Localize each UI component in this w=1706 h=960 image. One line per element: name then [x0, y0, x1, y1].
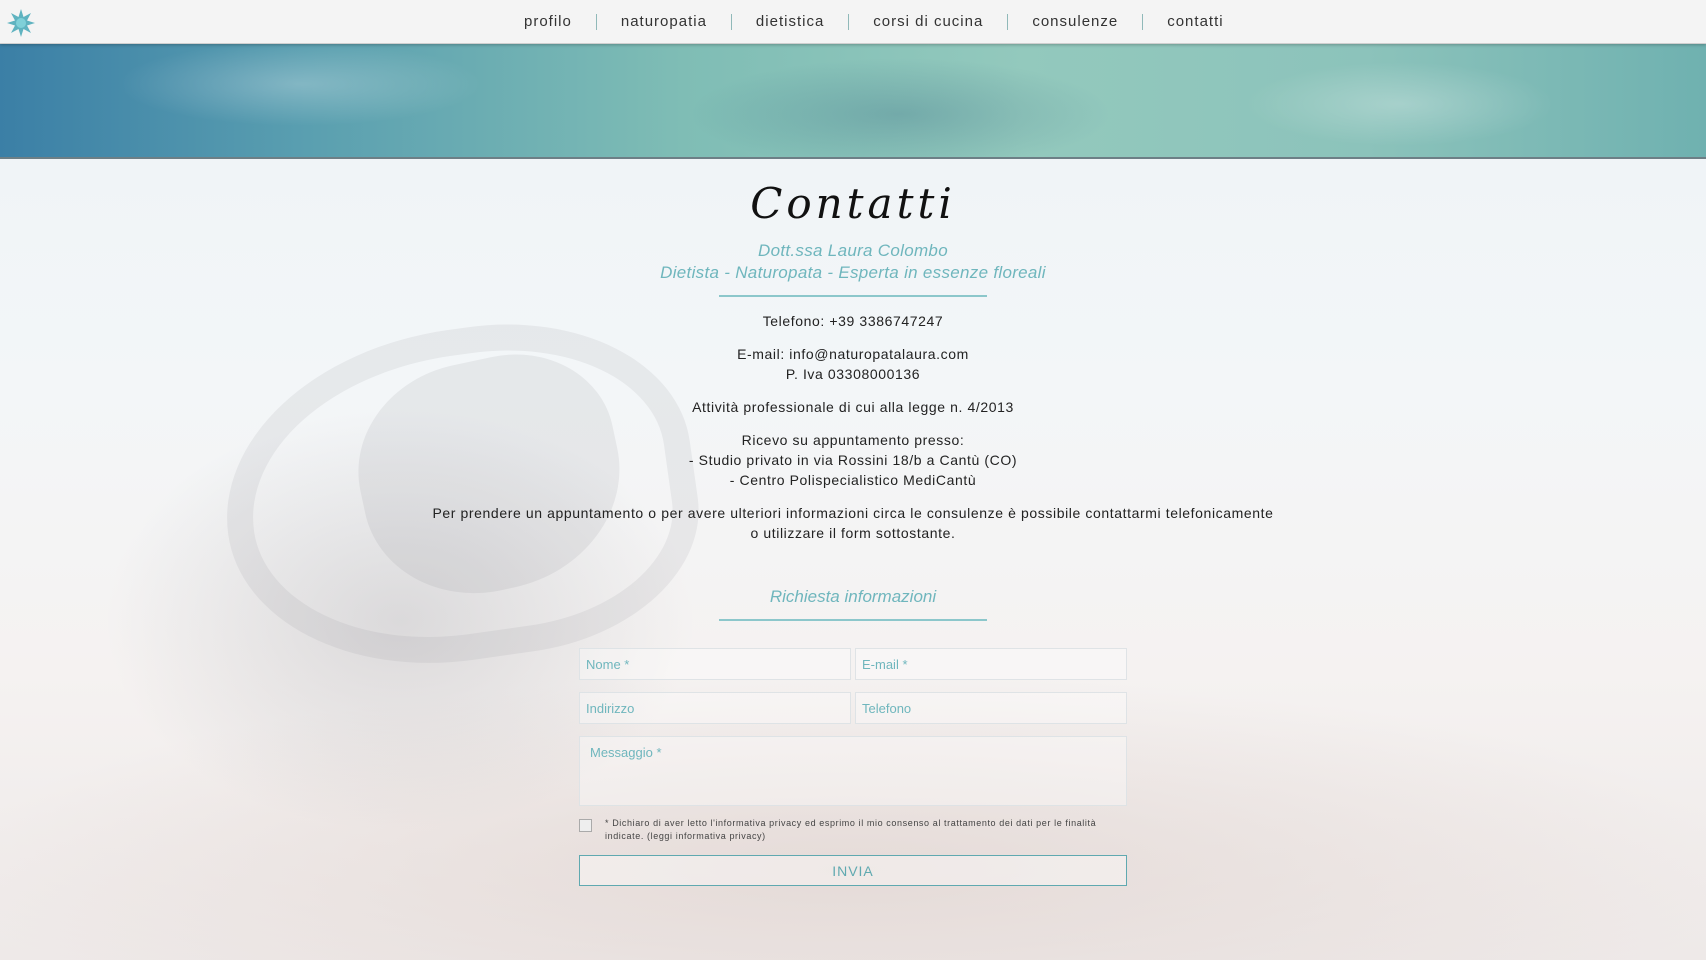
- nav-separator: [848, 14, 849, 30]
- doctor-role: Dietista - Naturopata - Esperta in essenze floreali: [660, 263, 1046, 282]
- nav-separator: [731, 14, 732, 30]
- doctor-name: Dott.ssa Laura Colombo: [758, 241, 948, 260]
- message-field[interactable]: [579, 736, 1127, 806]
- privacy-consent-line-1: * Dichiaro di aver letto l'informativa privacy ed esprimo il mio consenso al trattamento dei dati per le finalità: [605, 818, 1097, 828]
- contact-section: [0, 160, 1706, 621]
- name-field[interactable]: [579, 648, 851, 680]
- nav-item-consulenze[interactable]: consulenze: [1032, 13, 1119, 30]
- privacy-consent-line-2[interactable]: indicate. (leggi informativa privacy): [605, 831, 766, 841]
- nav-item-dietistica[interactable]: dietistica: [755, 13, 825, 30]
- address-field[interactable]: [579, 692, 851, 724]
- email-text: E-mail: info@naturopatalaura.com: [737, 346, 969, 362]
- contact-form: [579, 648, 1127, 886]
- divider: [719, 295, 987, 297]
- vat-text: P. Iva 03308000136: [785, 366, 921, 382]
- submit-button[interactable]: INVIA: [579, 855, 1127, 886]
- privacy-consent: [579, 817, 1127, 843]
- appointments-intro: Ricevo su appuntamento presso:: [741, 432, 965, 448]
- header-banner: [0, 44, 1706, 159]
- location-studio: - Studio privato in via Rossini 18/b a Cantù (CO): [688, 452, 1018, 468]
- logo-icon[interactable]: [6, 8, 36, 38]
- nav-item-contatti[interactable]: contatti: [1167, 13, 1224, 30]
- form-title: Richiesta informazioni: [769, 587, 937, 606]
- privacy-checkbox[interactable]: [579, 819, 592, 832]
- phone-field[interactable]: [855, 692, 1127, 724]
- contact-text-2: o utilizzare il form sottostante.: [750, 525, 956, 541]
- main-menu: [500, 0, 1248, 44]
- contact-text: Per prendere un appuntamento o per avere ulteriori informazioni circa le consulenze è possibile contattarmi telefonicamente: [432, 505, 1274, 521]
- nav-separator: [1142, 14, 1143, 30]
- nav-separator: [1007, 14, 1008, 30]
- privacy-consent-text: [605, 817, 1096, 843]
- form-divider: [719, 619, 987, 621]
- nav-item-naturopatia[interactable]: naturopatia: [620, 13, 707, 30]
- email-field[interactable]: [855, 648, 1127, 680]
- nav-item-profilo[interactable]: profilo: [524, 13, 572, 30]
- page-title: Contatti: [750, 179, 956, 228]
- nav-separator: [596, 14, 597, 30]
- phone-text: Telefono: +39 3386747247: [762, 313, 944, 329]
- nav-item-corsi-di-cucina[interactable]: corsi di cucina: [873, 13, 984, 30]
- location-centro: - Centro Polispecialistico MediCantù: [729, 472, 977, 488]
- top-navbar: [0, 0, 1706, 44]
- law-text: Attività professionale di cui alla legge n. 4/2013: [692, 399, 1014, 415]
